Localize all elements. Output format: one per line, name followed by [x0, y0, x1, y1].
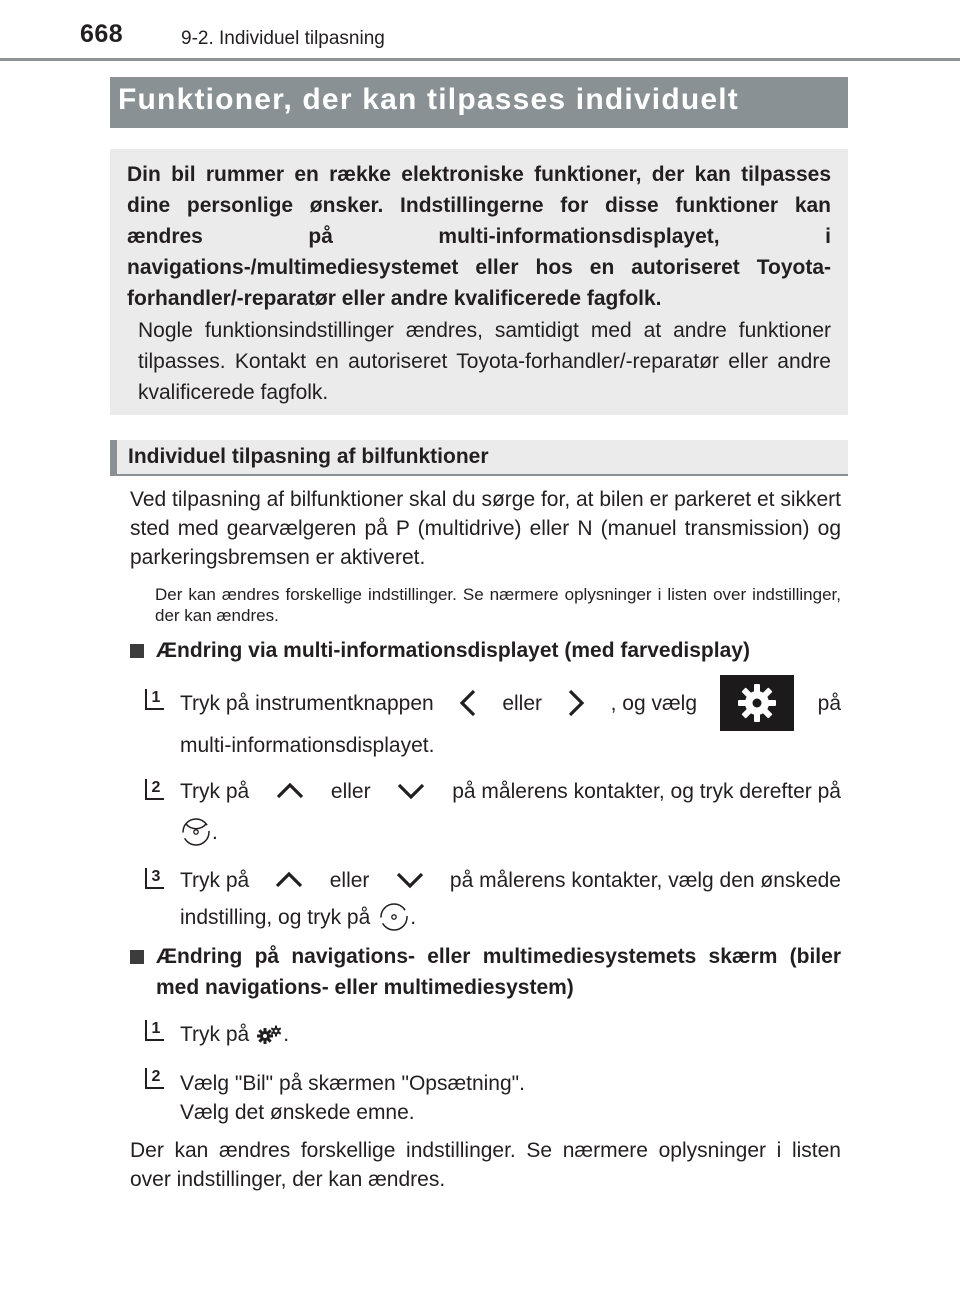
settings-tile	[720, 675, 794, 731]
page-header	[0, 0, 960, 62]
ok-button-icon	[180, 816, 212, 848]
gears-icon	[255, 1023, 283, 1045]
closing-paragraph: Der kan ændres forskellige indstillinger. Se nærmere oplysninger i listen over indstillinger, der kan ændres.	[130, 1139, 841, 1191]
step-text-nav-1: Tryk på .	[180, 1022, 290, 1046]
title-bar	[110, 77, 848, 128]
gear-icon	[735, 681, 779, 725]
step-text-nav-2: Vælg "Bil" på skærmen "Opsætning". Vælg det ønskede emne.	[180, 1072, 525, 1124]
intro-bold-text: Din bil rummer en række elektroniske funktioner, der kan tilpasses dine personlige ønsker. Indstillingerne for disse funktioner kan ændres på multi-informationsdisplayet, i navigations-/multimediesystemet eller hos en autoriseret Toyota-forhandler/-reparatør eller andre kvalificerede fagfolk.	[127, 163, 831, 310]
small-note: Der kan ændres forskellige indstillinger. Se nærmere oplysninger i listen over indstillinger, der kan ændres.	[155, 585, 841, 625]
chevron-up-icon	[274, 869, 304, 891]
chevron-right-icon	[565, 688, 587, 718]
chevron-left-icon	[457, 688, 479, 718]
subheading: Individuel tilpasning af bilfunktioner	[128, 445, 489, 468]
step-text-mid-3: Tryk på eller på målerens kontakter, vælg den ønskede indstilling, og tryk på .	[180, 863, 841, 935]
subheading-underline	[117, 474, 848, 476]
body-paragraph: Ved tilpasning af bilfunktioner skal du sørge for, at bilen er parkeret et sikkert sted med gearvælgeren på P (multidrive) eller N (manuel transmission) og parkeringsbremsen er aktiveret.	[130, 488, 841, 569]
page-title: Funktioner, der kan tilpasses individuelt	[118, 83, 740, 116]
step-number: 2	[145, 779, 164, 800]
chevron-up-icon	[275, 780, 305, 802]
step-text-mid-1: Tryk på instrumentknappen eller , og vælg på multi-informationsdisplayet.	[180, 675, 841, 760]
intro-box	[110, 149, 848, 415]
step-number: 1	[145, 1020, 164, 1041]
step-text-mid-2: Tryk på eller på målerens kontakter, og tryk derefter på .	[180, 774, 841, 850]
subheading-bar	[110, 440, 848, 476]
intro-note-text: Nogle funktionsindstillinger ændres, samtidigt med at andre funktioner tilpasses. Kontakt en autoriseret Toyota-forhandler/-reparatør eller andre kvalificerede fagfolk.	[138, 319, 831, 404]
step-number: 3	[145, 868, 164, 889]
page-number: 668	[80, 20, 124, 48]
square-bullet-icon	[130, 644, 144, 658]
step-number: 1	[145, 689, 164, 710]
ok-button-icon	[378, 901, 410, 933]
square-bullet-icon	[130, 950, 144, 964]
chevron-down-icon	[395, 869, 425, 891]
section-heading-mid: Ændring via multi-informationsdisplayet (med farvedisplay)	[130, 635, 841, 666]
step-number: 2	[145, 1068, 164, 1089]
chevron-down-icon	[396, 780, 426, 802]
section-heading-nav: Ændring på navigations- eller multimediesystemets skærm (biler med navigations- eller multimediesystem)	[130, 941, 841, 1003]
header-divider	[0, 58, 960, 61]
section-label: 9-2. Individuel tilpasning	[181, 28, 385, 49]
